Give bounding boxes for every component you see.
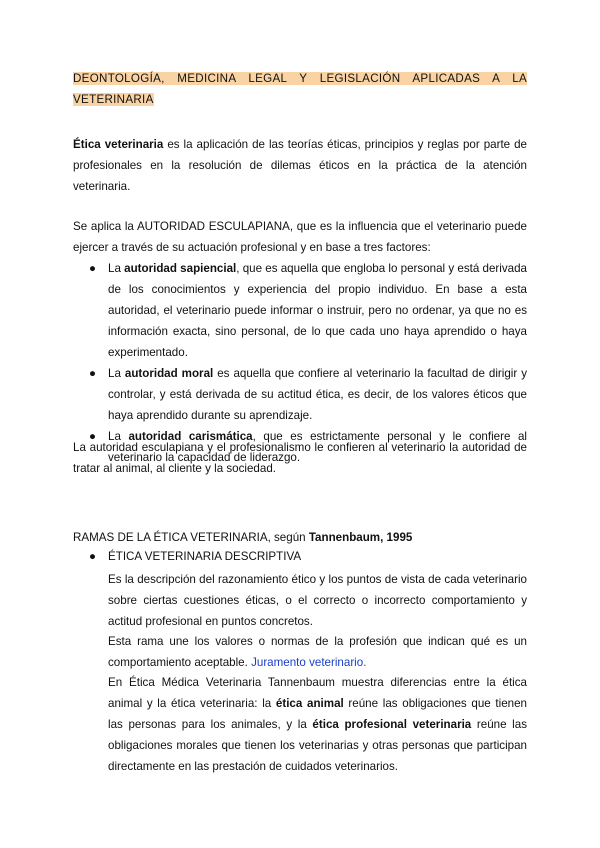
paragraph-text: reúne las obligaciones que tienen las personas para los animales, y la: [108, 697, 527, 731]
bullet-icon: ●: [89, 430, 97, 443]
term-autoridad-sapiencial: autoridad sapiencial: [124, 262, 237, 275]
list-item: [73, 363, 527, 426]
list-item: [73, 258, 527, 363]
paragraph-normas: [108, 631, 527, 673]
ramas-list: [73, 546, 527, 567]
paragraph-text: Esta rama une los valores o normas de la profesión que indican qué es un comportamiento aceptable.: [108, 635, 527, 669]
author-citation: Tannenbaum, 1995: [308, 531, 413, 544]
paragraph-text: es la aplicación de las teorías éticas, principios y reglas por parte de profesionales en la resolución de dilemas éticos en la práctica de la atención veterinaria.: [73, 138, 527, 193]
paragraph-etica-veterinaria: [73, 134, 527, 197]
paragraph-descriptiva: Es la descripción del razonamiento ético y los puntos de vista de cada veterinario sobre ciertas cuestiones éticas, o el correcto o incorrecto comportamiento y actitud profesional en puntos concretos.: [108, 573, 527, 628]
juramento-veterinario-link[interactable]: Juramento veterinario.: [251, 656, 367, 669]
term-etica-profesional-veterinaria: ética profesional veterinaria: [312, 718, 472, 731]
paragraph-tannenbaum: [108, 672, 527, 777]
item-prefix: La: [108, 367, 125, 380]
bullet-icon: ●: [89, 550, 97, 563]
paragraph-autoridad-esculapiana: Se aplica la AUTORIDAD ESCULAPIANA, que es la influencia que el veterinario puede ejercer a través de su actuación profesional y en base a tres factores:: [73, 220, 527, 254]
bullet-icon: ●: [89, 367, 97, 380]
term-autoridad-moral: autoridad moral: [124, 367, 214, 380]
paragraph-profesionalismo: La autoridad esculapiana y el profesionalismo le confieren al veterinario la autoridad de tratar al animal, al cliente y la sociedad.: [73, 441, 527, 475]
bullet-icon: ●: [89, 262, 97, 275]
section-heading-ramas: [73, 527, 527, 548]
item-text: , que es aquella que engloba lo personal y está derivada de los conocimientos y experiencia del propio individuo. En base a esta autoridad, el veterinario puede informar o instruir, pero no ordenar, ya que no es información exacta, sino personal, de lo que cada uno haya aprendido o haya experimentado.: [108, 262, 528, 359]
term-autoridad-carismatica: autoridad carismática: [128, 430, 253, 443]
title-highlight: DEONTOLOGÍA, MEDICINA LEGAL Y LEGISLACIÓN APLICADAS A LA VETERINARIA: [73, 72, 527, 106]
heading-text: RAMAS DE LA ÉTICA VETERINARIA, según: [73, 531, 309, 544]
term-etica-animal: ética animal: [275, 697, 344, 710]
item-text: , que es estrictamente personal y le confiere al veterinario la capacidad de liderazgo.: [108, 430, 527, 464]
list-item: [73, 546, 527, 567]
paragraph-text: En Ética Médica Veterinaria Tannenbaum muestra diferencias entre la ética animal y la ética veterinaria: la: [108, 676, 527, 710]
term-etica-veterinaria: Ética veterinaria: [73, 138, 164, 151]
paragraph-text: reúne las obligaciones morales que tienen los veterinarias y otras personas que participan directamente en las prestación de cuidados veterinarios.: [108, 718, 527, 773]
rama-descriptiva-label: ÉTICA VETERINARIA DESCRIPTIVA: [108, 550, 302, 563]
item-prefix: La: [108, 430, 129, 443]
item-prefix: La: [108, 262, 125, 275]
item-text: es aquella que confiere al veterinario la facultad de dirigir y controlar, y está derivada de su actitud ética, es decir, de los valores éticos que haya aprendido durante su aprendizaje.: [108, 367, 527, 422]
document-title: [73, 68, 527, 110]
